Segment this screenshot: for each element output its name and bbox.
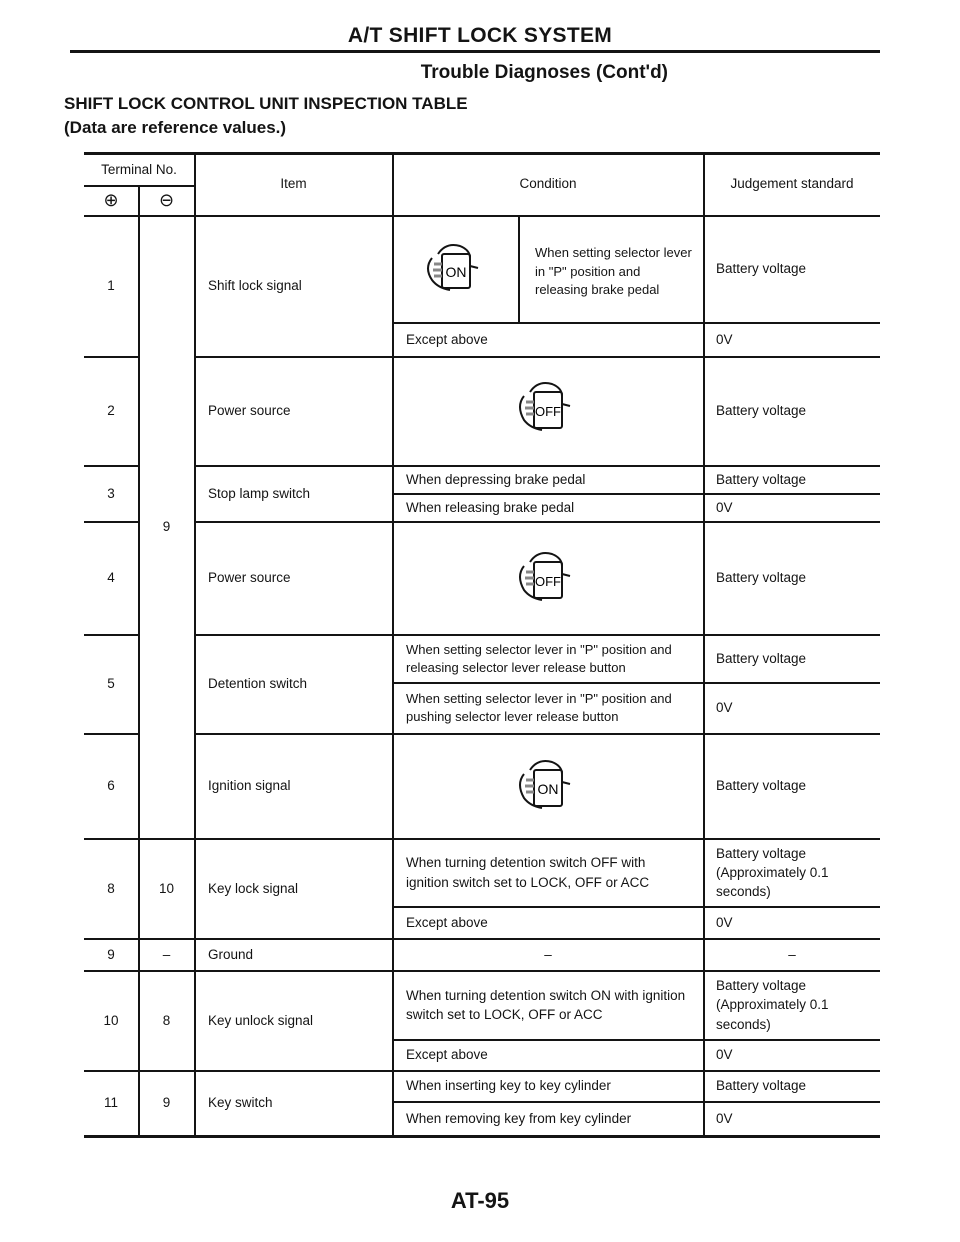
col-rule-judgement xyxy=(703,153,705,1136)
condition-cell: When releasing brake pedal xyxy=(406,499,575,515)
judgement-cell: 0V xyxy=(716,1047,733,1063)
key-state-label: ON xyxy=(537,781,559,797)
item-cell: Key lock signal xyxy=(208,880,299,896)
condition-cell: Except above xyxy=(406,1047,488,1063)
terminal-cell: 8 xyxy=(107,880,115,896)
section-title: SHIFT LOCK CONTROL UNIT INSPECTION TABLE xyxy=(64,94,468,113)
judgement-cell: Battery voltage xyxy=(716,1078,807,1094)
ignition-key-off-icon xyxy=(512,376,582,440)
condition-cell: When setting selector lever in "P" position and releasing selector lever release button xyxy=(406,641,672,675)
key-state-label: OFF xyxy=(535,404,561,419)
key-state-label: OFF xyxy=(535,574,561,589)
minus-terminal-icon: ⊖ xyxy=(158,189,175,210)
judgement-else-cell: 0V xyxy=(716,331,733,347)
judgement-cell: Battery voltage xyxy=(716,471,807,487)
ignition-key-on-icon xyxy=(420,238,490,300)
item-cell: Key unlock signal xyxy=(208,1012,314,1028)
item-cell: Ground xyxy=(208,946,254,962)
item-cell: Power source xyxy=(208,403,291,419)
judgement-cell: Battery voltage (Approximately 0.1 seconds) xyxy=(716,978,829,1032)
item-cell: Detention switch xyxy=(208,676,308,692)
terminal-cell: 2 xyxy=(107,403,115,419)
col-header-item: Item xyxy=(280,176,307,192)
condition-cell: Except above xyxy=(406,914,488,930)
condition-cell: When inserting key to key cylinder xyxy=(406,1078,611,1094)
item-cell: Ignition signal xyxy=(208,778,291,794)
ignition-key-off-icon xyxy=(512,546,582,610)
condition-cell: When turning detention switch ON with ignition switch set to LOCK, OFF or ACC xyxy=(406,987,686,1022)
table-bottom-rule xyxy=(84,1135,880,1138)
col-header-judgement: Judgement standard xyxy=(730,176,854,192)
col-header-minus xyxy=(139,187,194,214)
section-note: (Data are reference values.) xyxy=(64,118,287,137)
terminal-cell: 6 xyxy=(107,778,115,794)
condition-else-cell: Except above xyxy=(406,331,488,347)
judgement-cell: Battery voltage xyxy=(716,261,807,277)
terminal-cell: 4 xyxy=(107,570,115,586)
terminal-cell: 5 xyxy=(107,676,115,692)
col-header-condition: Condition xyxy=(519,176,577,192)
header-rule xyxy=(70,50,880,53)
col-header-plus xyxy=(84,187,138,214)
condition-cell: When setting selector lever in "P" position and releasing brake pedal xyxy=(535,245,692,298)
page-header-title: A/T SHIFT LOCK SYSTEM xyxy=(347,24,613,47)
item-cell: Key switch xyxy=(208,1095,273,1111)
judgement-cell: – xyxy=(788,946,796,962)
judgement-cell: Battery voltage xyxy=(716,778,807,794)
terminal-cell: 1 xyxy=(107,278,115,294)
condition-cell: When turning detention switch OFF with ignition switch set to LOCK, OFF or ACC xyxy=(406,855,650,890)
terminal-cell: 10 xyxy=(103,1012,119,1028)
item-cell: Shift lock signal xyxy=(208,278,302,294)
key-svg xyxy=(512,546,582,610)
col-header-terminal: Terminal No. xyxy=(101,162,177,178)
terminal-cell: 11 xyxy=(103,1095,118,1111)
page-subtitle: Trouble Diagnoses (Cont'd) xyxy=(420,62,668,83)
key-svg xyxy=(512,376,582,440)
condition-cell: When removing key from key cylinder xyxy=(406,1110,632,1126)
terminal-cell: 3 xyxy=(107,485,115,501)
key-state-label: ON xyxy=(445,264,467,280)
col-rule-condition xyxy=(392,153,394,1136)
shared-minus-terminal: 9 xyxy=(162,519,171,535)
judgement-cell: 0V xyxy=(716,499,733,515)
judgement-cell: 0V xyxy=(716,1110,733,1126)
minus-cell: 9 xyxy=(162,1095,171,1111)
minus-cell: – xyxy=(162,946,171,962)
judgement-cell: Battery voltage xyxy=(716,650,807,666)
plus-terminal-icon: ⊕ xyxy=(103,189,119,210)
judgement-cell: Battery voltage xyxy=(716,403,807,419)
row1-inner-rule xyxy=(518,215,520,322)
judgement-cell: 0V xyxy=(716,914,733,930)
minus-cell: 10 xyxy=(158,880,175,896)
judgement-cell: Battery voltage xyxy=(716,570,807,586)
condition-cell: When depressing brake pedal xyxy=(406,471,586,487)
condition-cell: – xyxy=(544,946,552,962)
judgement-cell: 0V xyxy=(716,700,733,716)
terminal-cell: 9 xyxy=(107,946,115,962)
item-cell: Stop lamp switch xyxy=(208,485,311,501)
judgement-cell: Battery voltage (Approximately 0.1 seconds) xyxy=(716,845,829,900)
item-cell: Power source xyxy=(208,570,291,586)
condition-cell: When setting selector lever in "P" position and pushing selector lever release button xyxy=(406,691,672,724)
page-number: AT-95 xyxy=(450,1188,510,1213)
ignition-key-on-icon xyxy=(512,754,582,818)
col-rule-item xyxy=(194,153,196,1136)
key-svg xyxy=(420,238,490,300)
minus-cell: 8 xyxy=(162,1012,171,1028)
key-svg xyxy=(512,754,582,818)
